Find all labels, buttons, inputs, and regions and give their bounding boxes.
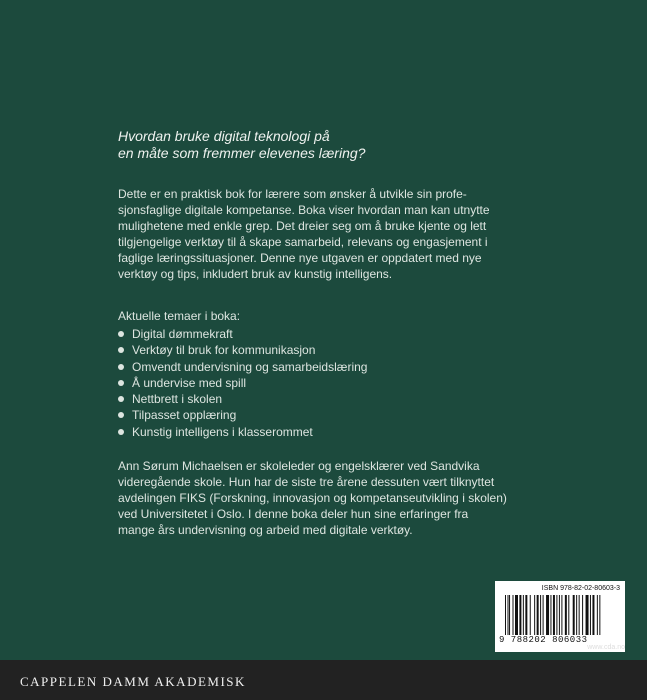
topics-heading: Aktuelle temaer i boka: <box>118 309 241 323</box>
author-bio: Ann Sørum Michaelsen er skoleleder og engelsklærer ved Sandvika videregående skole. Hun har de siste tre årene dessuten vært tilknyttet avdelingen FIKS (Forskning, innovasjon og kompetanseutvikling i skolen) ved Universitetet i Oslo. I denne boka deler hun sine erfaringer fra mange års undervisning og arbeid med digitale verktøy. <box>118 459 507 538</box>
list-item: Tilpasset opplæring <box>118 407 538 423</box>
bullet-icon <box>118 364 124 370</box>
list-item: Digital dømmekraft <box>118 326 538 342</box>
bullet-icon <box>118 396 124 402</box>
topics-list <box>118 326 538 440</box>
bullet-icon <box>118 429 124 435</box>
bullet-icon <box>118 412 124 418</box>
list-item: Nettbrett i skolen <box>118 391 538 407</box>
bullet-icon <box>118 380 124 386</box>
description: Dette er en praktisk bok for lærere som ønsker å utvikle sin profe- sjonsfaglige digitale kompetanse. Boka viser hvordan man kan utnytte mulighetene med enkle grep. Det dreier seg om å bruke kjente og lett tilgjengelige verktøy til å skape samarbeid, relevans og engasjement i faglige læringssituasjoner. Denne nye utgaven er oppdatert med nye verktøy og tips, inkludert bruk av kunstig intelligens. <box>118 187 490 281</box>
website-link[interactable]: www.cda.no <box>587 644 625 651</box>
tagline: Hvordan bruke digital teknologi på en måte som fremmer elevenes læring? <box>118 128 366 161</box>
list-item: Verktøy til bruk for kommunikasjon <box>118 342 538 358</box>
list-item: Å undervise med spill <box>118 375 538 391</box>
barcode-bars <box>505 595 617 635</box>
list-item: Omvendt undervisning og samarbeidslæring <box>118 359 538 375</box>
cover-text <box>118 128 538 538</box>
ean-digits: 9 788202 806033 <box>499 635 588 645</box>
isbn-label: ISBN 978-82-02-80603-3 <box>541 585 620 592</box>
barcode <box>495 581 625 652</box>
list-item: Kunstig intelligens i klasserommet <box>118 424 538 440</box>
publisher-logo: CAPPELEN DAMM AKADEMISK <box>20 674 246 689</box>
bullet-icon <box>118 331 124 337</box>
publisher-bar <box>0 660 647 700</box>
bullet-icon <box>118 347 124 353</box>
